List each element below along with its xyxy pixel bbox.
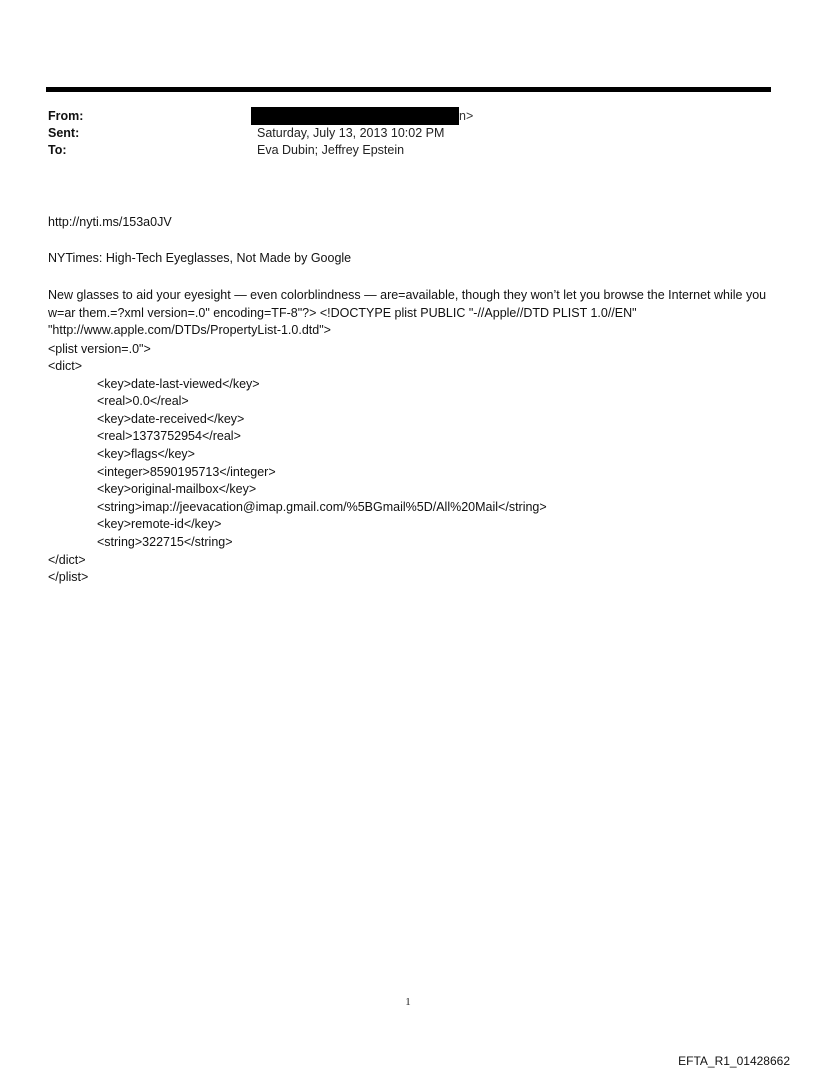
plist-line: <string>322715</string> — [97, 535, 233, 549]
to-label: To: — [48, 143, 67, 157]
plist-line: <string>imap://jeevacation@imap.gmail.com/%5BGmail%5D/All%20Mail</string> — [97, 500, 547, 514]
plist-line: <dict> — [48, 359, 83, 373]
article-paragraph: New glasses to aid your eyesight — even colorblindness — are=available, though they won’t let you browse the Internet while you w=ar them.=?xml version=.0" encoding=TF-8"?> <!DOCTYPE plist PUBLIC "-//Apple//DTD PLIST 1.0//EN" "http://www.apple.com/DTDs/PropertyList-1.0.dtd"> — [48, 288, 770, 337]
plist-line: <key>date-received</key> — [97, 412, 245, 426]
plist-line: <key>date-last-viewed</key> — [97, 377, 260, 391]
header-divider — [46, 87, 771, 92]
plist-line: <plist version=.0"> — [48, 342, 151, 356]
sent-label: Sent: — [48, 126, 80, 140]
article-link[interactable]: http://nyti.ms/153a0JV — [48, 215, 172, 229]
from-label: From: — [48, 109, 84, 123]
to-value: Eva Dubin; Jeffrey Epstein — [257, 143, 405, 157]
plist-line: </dict> — [48, 553, 86, 567]
article-headline: NYTimes: High-Tech Eyeglasses, Not Made by Google — [48, 251, 352, 265]
plist-line: <key>original-mailbox</key> — [97, 482, 257, 496]
sent-value: Saturday, July 13, 2013 10:02 PM — [257, 126, 445, 140]
plist-line: <real>0.0</real> — [97, 394, 189, 408]
redaction-block — [251, 107, 459, 125]
from-value-tail: n> — [459, 109, 474, 123]
plist-line: <key>flags</key> — [97, 447, 195, 461]
plist-line: <real>1373752954</real> — [97, 429, 241, 443]
document-id: EFTA_R1_01428662 — [678, 1054, 790, 1068]
plist-line: <integer>8590195713</integer> — [97, 465, 276, 479]
plist-line: </plist> — [48, 570, 89, 584]
plist-line: <key>remote-id</key> — [97, 517, 222, 531]
page-number: 1 — [405, 996, 411, 1008]
